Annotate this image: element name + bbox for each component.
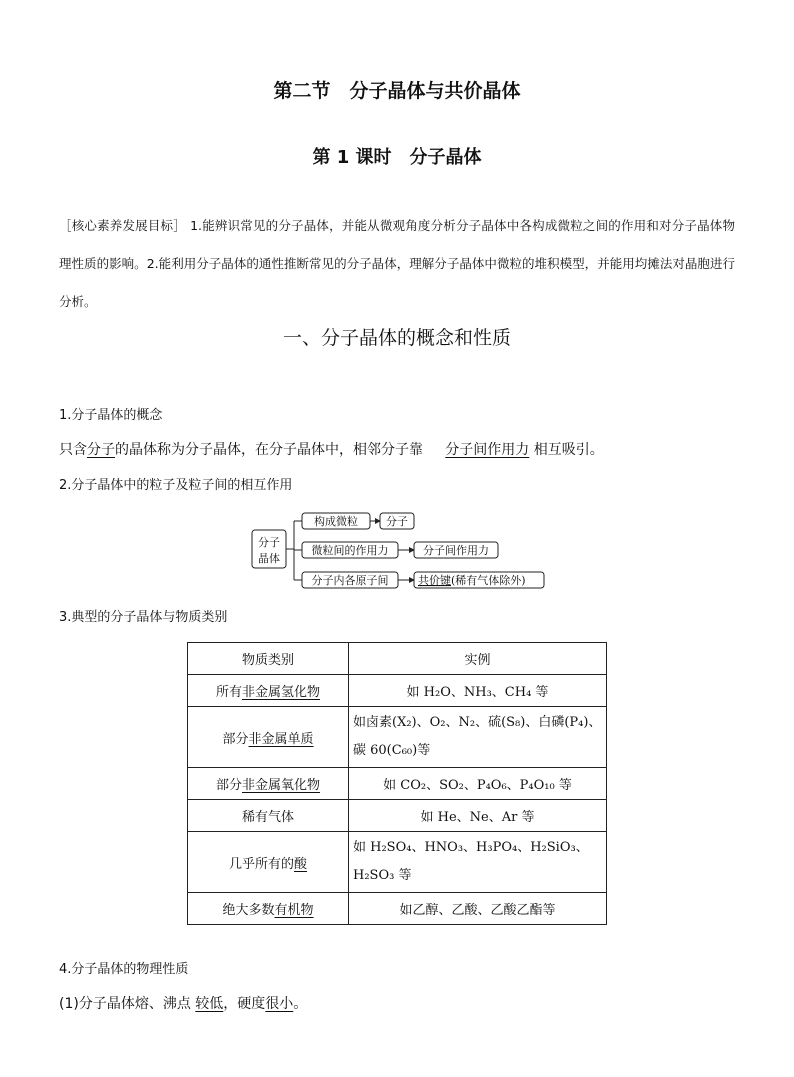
blank-category: 酸 bbox=[294, 856, 308, 872]
core-goals bbox=[59, 207, 735, 321]
row3-label: 分子内各原子间 bbox=[311, 574, 389, 587]
item4-heading: 4.分子晶体的物理性质 bbox=[59, 962, 189, 977]
particle-interaction-diagram bbox=[248, 508, 548, 598]
item1-heading: 1.分子晶体的概念 bbox=[59, 408, 163, 423]
blank-melting-point: 较低 bbox=[195, 996, 224, 1012]
blank-hardness: 很小 bbox=[265, 996, 294, 1012]
root-label-2: 晶体 bbox=[258, 552, 280, 565]
table-row: 绝大多数有机物 如乙醇、乙酸、乙酸乙酯等 bbox=[188, 893, 607, 925]
material-category-table bbox=[187, 642, 607, 925]
blank-category: 非金属单质 bbox=[248, 731, 314, 747]
row2-answer: 分子间作用力 bbox=[423, 544, 489, 557]
row1-label: 构成微粒 bbox=[314, 515, 358, 528]
page-title: 第二节 分子晶体与共价晶体 bbox=[273, 80, 521, 102]
goals-label: ［核心素养发展目标］ bbox=[59, 218, 186, 233]
blank-molecule: 分子 bbox=[87, 442, 115, 458]
lesson-subtitle: 第 1 课时 分子晶体 bbox=[312, 147, 482, 168]
table-row: 稀有气体 如 He、Ne、Ar 等 bbox=[188, 800, 607, 832]
row3-answer: 共价键(稀有气体除外) bbox=[418, 574, 526, 587]
table-header-row bbox=[188, 643, 607, 675]
table-row: 部分非金属氧化物 如 CO₂、SO₂、P₄O₆、P₄O₁₀ 等 bbox=[188, 768, 607, 800]
root-label-1: 分子 bbox=[258, 536, 280, 549]
blank-category: 非金属氢化物 bbox=[242, 685, 321, 700]
table-row: 部分非金属单质 如卤素(X₂)、O₂、N₂、硫(S₈)、白磷(P₄)、碳 60(C₆₀)等 bbox=[188, 707, 607, 768]
table-row: 几乎所有的酸 如 H₂SO₄、HNO₃、H₃PO₄、H₂SiO₃、H₂SO₃ 等 bbox=[188, 832, 607, 893]
section-title: 一、分子晶体的概念和性质 bbox=[282, 327, 511, 349]
branch-lines bbox=[286, 521, 302, 580]
header-example: 实例 bbox=[349, 643, 607, 675]
row1-answer: 分子 bbox=[386, 515, 408, 528]
blank-category: 非金属氧化物 bbox=[242, 778, 321, 793]
item1-sentence: 只含分子的晶体称为分子晶体，在分子晶体中，相邻分子靠 分子间作用力 相互吸引。 bbox=[59, 442, 604, 458]
blank-intermolecular-force: 分子间作用力 bbox=[445, 442, 530, 458]
table-row: 所有非金属氢化物 如 H₂O、NH₃、CH₄ 等 bbox=[188, 675, 607, 707]
row2-label: 微粒间的作用力 bbox=[311, 544, 389, 557]
item4-sentence: (1)分子晶体熔、沸点 较低，硬度很小。 bbox=[59, 996, 308, 1012]
blank-category: 有机物 bbox=[274, 903, 314, 918]
goals-text: 1.能辨识常见的分子晶体，并能从微观角度分析分子晶体中各构成微粒之间的作用和对分子晶体物理性质的影响。2.能利用分子晶体的通性推断常见的分子晶体，理解分子晶体中微粒的堆积模型，并能用均摊法对晶胞进行分析。 bbox=[59, 218, 735, 309]
item3-heading: 3.典型的分子晶体与物质类别 bbox=[59, 610, 228, 625]
item2-heading: 2.分子晶体中的粒子及粒子间的相互作用 bbox=[59, 478, 293, 493]
header-category: 物质类别 bbox=[188, 643, 349, 675]
